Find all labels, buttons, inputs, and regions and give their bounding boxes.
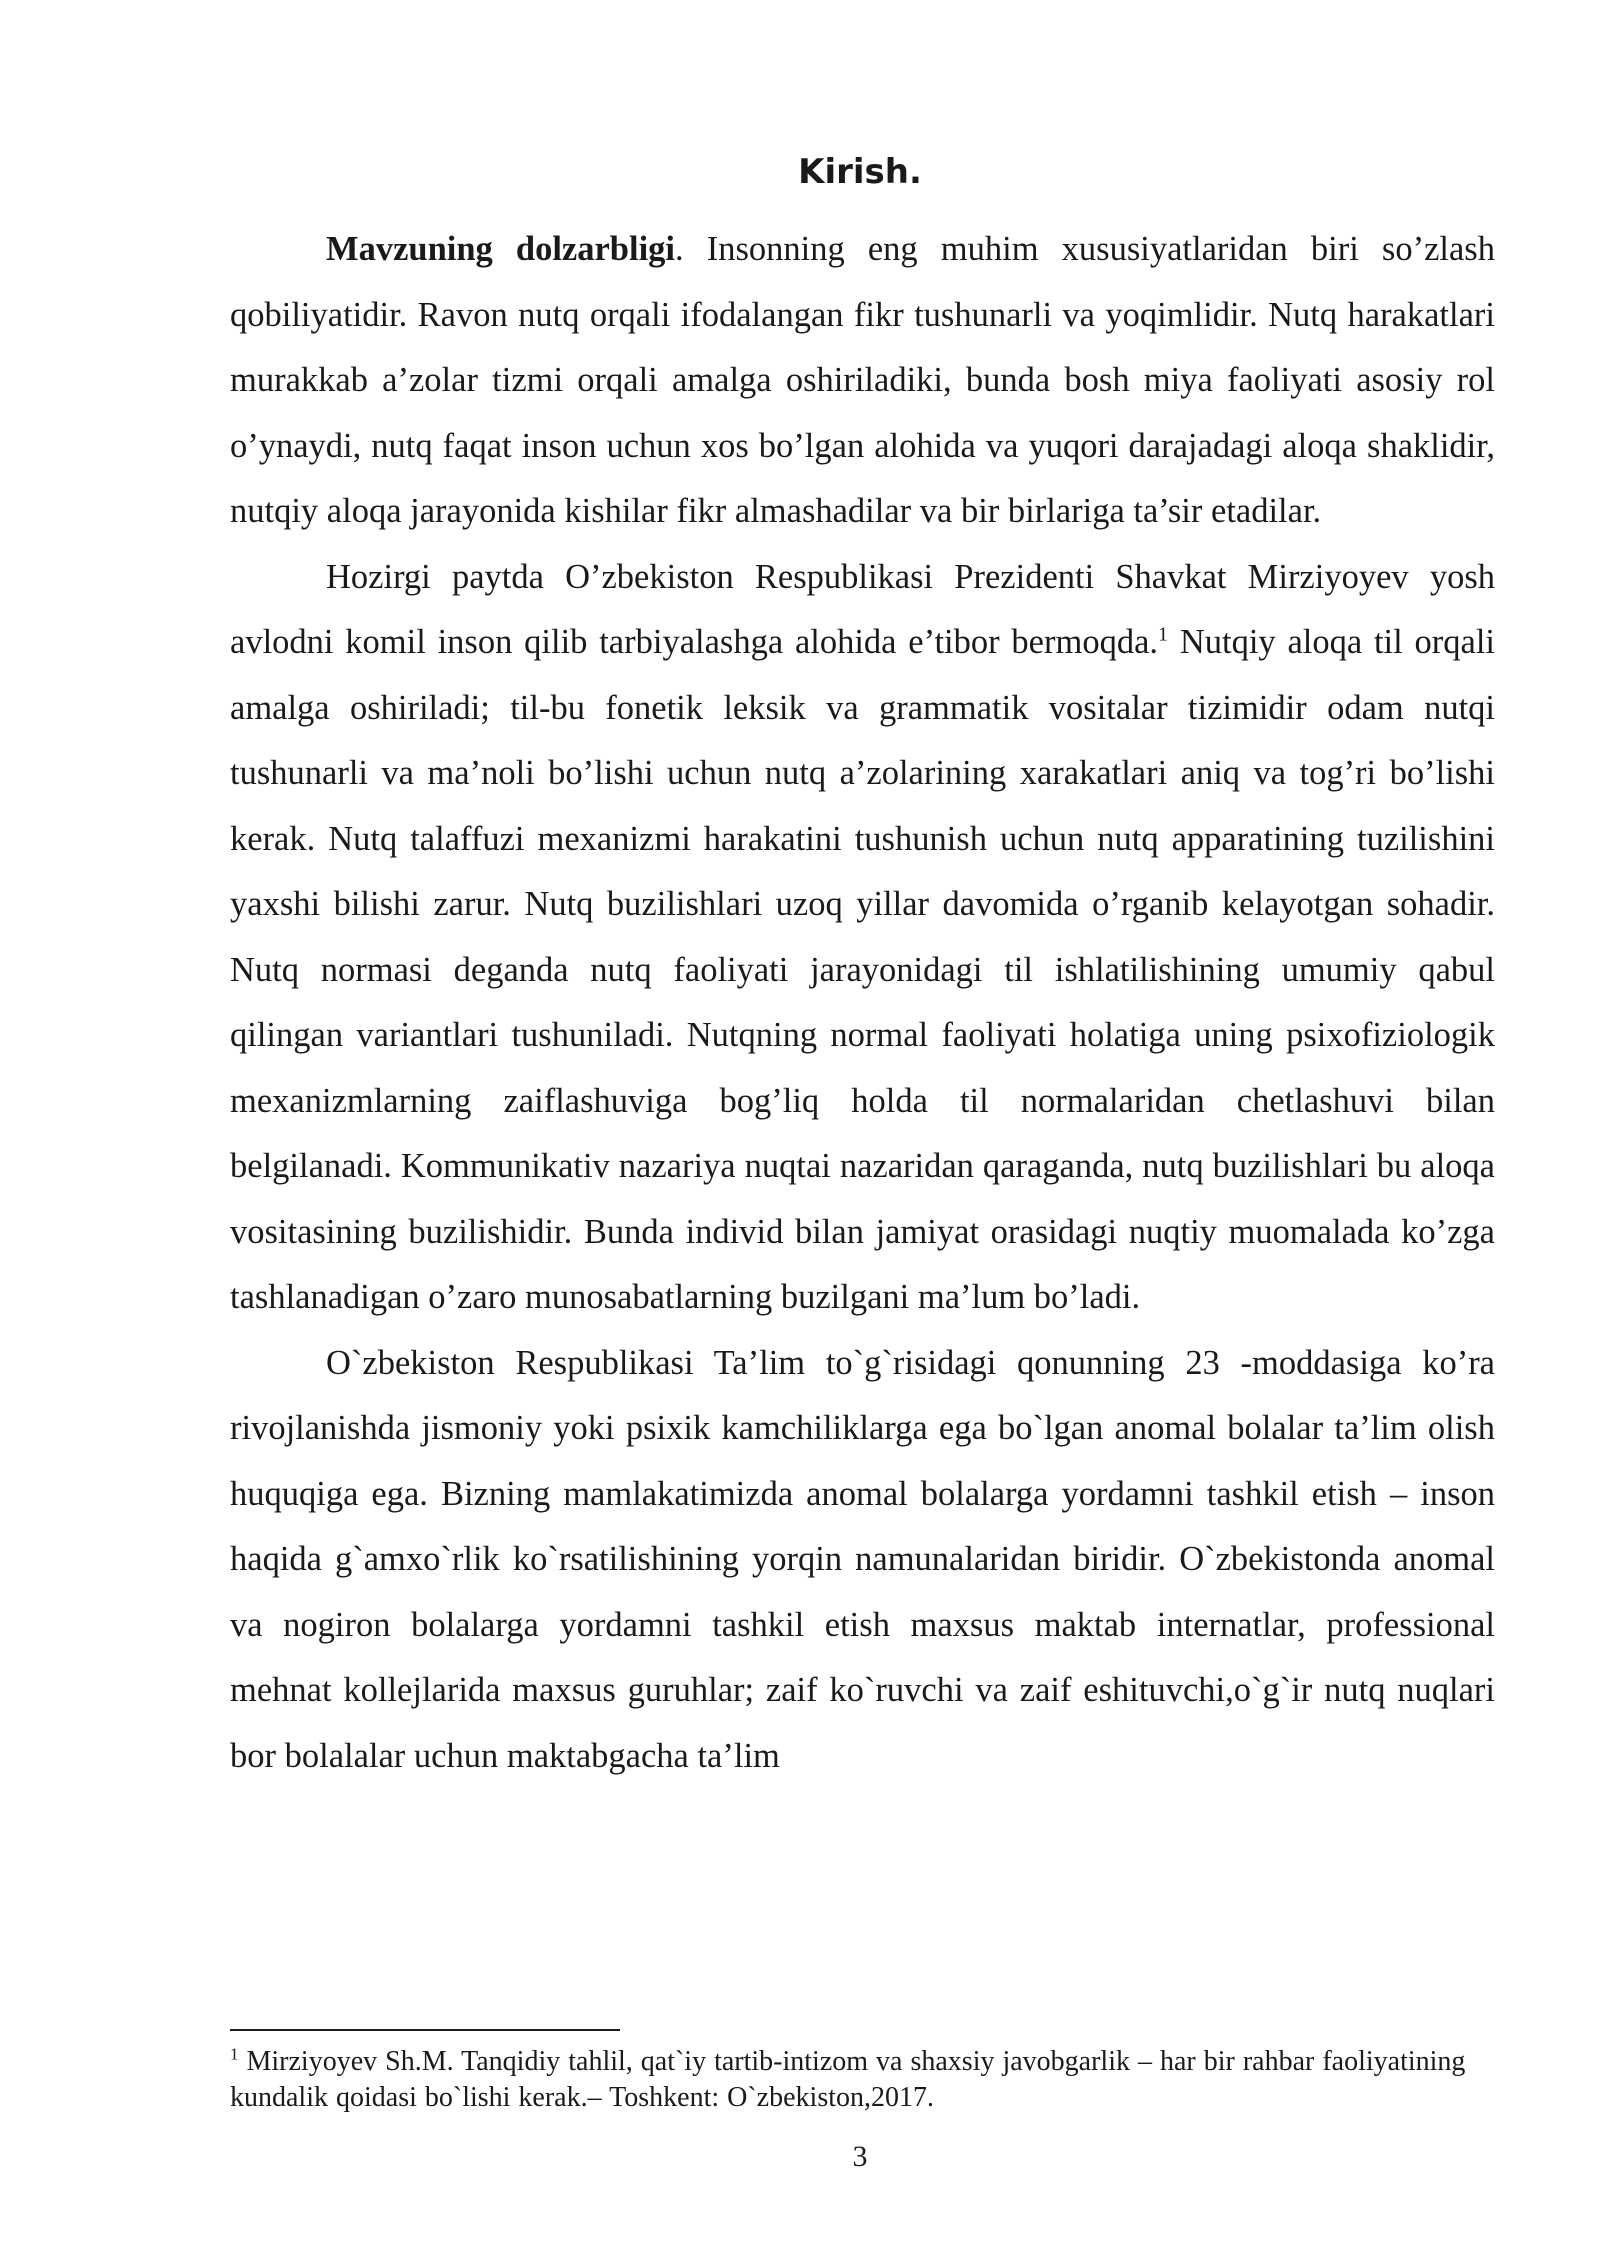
footnote-text: Mirziyoyev Sh.M. Tanqidiy tahlil, qat`iy tartib-intizom va shaxsiy javobgarlik – har bir rahbar faoliyatining kundalik qoidasi bo`lishi kerak.– Toshkent: O`zbekiston,2017.	[230, 2046, 1466, 2113]
footnote-number: 1	[230, 2044, 239, 2064]
paragraph-text: . Insonning eng muhim xususiyatlaridan biri so’zlash qobiliyatidir. Ravon nutq orqali ifodalangan fikr tushunarli va yoqimlidir. Nutq harakatlari murakkab a’zolar tizmi orqali amalga oshiriladiki, bunda bosh miya faoliyati asosiy rol o’ynaydi, nutq faqat inson uchun xos bo’lgan alohida va yuqori darajadagi aloqa shaklidir, nutqiy aloqa jarayonida kishilar fikr almashadilar va bir birlariga ta’sir etadilar.	[230, 230, 1495, 530]
paragraph-president	[230, 545, 1495, 1331]
paragraph-text: O`zbekiston Respublikasi Ta’lim to`g`risidagi qonunning 23 -moddasiga ko’ra rivojlanishda jismoniy yoki psixik kamchiliklarga ega bo`lgan anomal bolalar ta’lim olish huquqiga ega. Bizning mamlakatimizda anomal bolalarga yordamni tashkil etish – inson haqida g`amxo`rlik ko`rsatilishining yorqin namunalaridan biridir. O`zbekistonda anomal va nogiron bolalarga yordamni tashkil etish maxsus maktab internatlar, professional mehnat kollejlarida maxsus guruhlar; zaif ko`ruvchi va zaif eshituvchi,o`g`ir nutq nuqlari bor bolalalar uchun maktabgacha ta’lim	[230, 1343, 1495, 1775]
footnote-divider	[230, 2029, 620, 2031]
body-text	[230, 217, 1495, 1789]
footnote-reference[interactable]: 1	[1158, 623, 1169, 646]
paragraph-law	[230, 1331, 1495, 1790]
footnote	[230, 2044, 1495, 2116]
paragraph-relevance	[230, 217, 1495, 545]
paragraph-lead: Mavzuning dolzarbligi	[326, 230, 675, 268]
paragraph-text: Hozirgi paytda O’zbekiston Respublikasi Prezidenti Shavkat Mirziyoyev yosh avlodni komil inson qilib tarbiyalashga alohida e’tibor bermoqda.	[230, 557, 1495, 661]
page-number: 3	[852, 2140, 868, 2173]
page-heading: Kirish.	[798, 152, 922, 192]
paragraph-text: Nutqiy aloqa til orqali amalga oshiriladi; til-bu fonetik leksik va grammatik vositalar tizimidir odam nutqi tushunarli va ma’noli bo’lishi uchun nutq a’zolarining xarakatlari aniq va tog’ri bo’lishi kerak. Nutq talaffuzi mexanizmi harakatini tushunish uchun nutq apparatining tuzilishini yaxshi bilishi zarur. Nutq buzilishlari uzoq yillar davomida o’rganib kelayotgan sohadir. Nutq normasi deganda nutq faoliyati jarayonidagi til ishlatilishining umumiy qabul qilingan variantlari tushuniladi. Nutqning normal faoliyati holatiga uning psixofiziologik mexanizmlarning zaiflashuviga bog’liq holda til normalaridan chetlashuvi bilan belgilanadi. Kommunikativ nazariya nuqtai nazaridan qaraganda, nutq buzilishlari bu aloqa vositasining buzilishidir. Bunda individ bilan jamiyat orasidagi nuqtiy muomalada ko’zga tashlanadigan o’zaro munosabatlarning buzilgani ma’lum bo’ladi.	[230, 623, 1495, 1316]
